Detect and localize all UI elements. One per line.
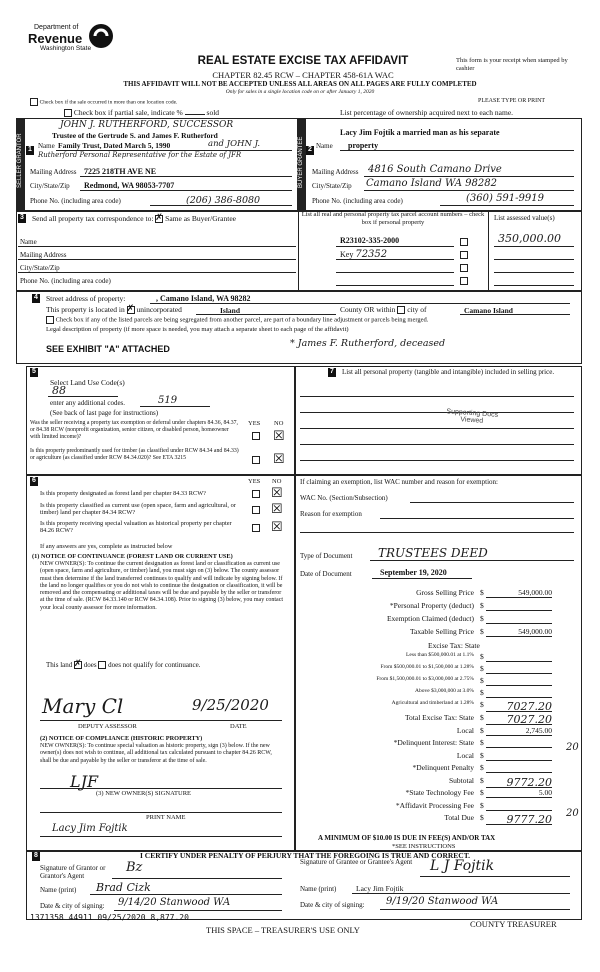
buyer-side-label: BUYER GRANTEE bbox=[298, 136, 304, 188]
margin-note-2: 20 bbox=[566, 808, 579, 819]
buyer-mailing-label: Mailing Address bbox=[312, 168, 359, 176]
total-dollar-sign: $ bbox=[480, 763, 484, 772]
tax-label: From $1,500,000.01 to $3,000,000 at 2.75% bbox=[376, 676, 474, 682]
buyer-name-label: Name bbox=[316, 142, 333, 150]
notice1-title: (1) NOTICE OF CONTINUANCE (FOREST LAND OR CURRENT USE) bbox=[32, 553, 233, 560]
does-label: does bbox=[83, 661, 97, 669]
grantee-date-label: Date & city of signing: bbox=[300, 901, 365, 909]
calc-label: Exemption Claimed (deduct) bbox=[386, 614, 474, 623]
additional-label: enter any additional codes. bbox=[50, 399, 126, 407]
total-dollar-sign: $ bbox=[480, 750, 484, 760]
wac-line bbox=[410, 502, 574, 503]
check-mark-icon: ✗ bbox=[74, 658, 82, 669]
notice2-title: (2) NOTICE OF COMPLIANCE (HISTORIC PROPERTY) bbox=[40, 735, 203, 742]
receipt-note: This form is your receipt when stamped by cashier bbox=[456, 57, 568, 72]
buyer-mailing-line bbox=[364, 176, 574, 177]
partial-sale-label: Check box if partial sale, indicate % bbox=[73, 108, 183, 117]
this-land-row bbox=[46, 658, 201, 669]
partial-sale-checkbox[interactable] bbox=[64, 109, 72, 117]
calc-label: *Personal Property (deduct) bbox=[389, 601, 474, 610]
segregated-checkbox[interactable] bbox=[46, 316, 54, 324]
grantee-sig-label: Signature of Grantee or Grantee's Agent bbox=[300, 858, 413, 866]
city-of-checkbox[interactable] bbox=[397, 306, 405, 314]
land-use-code[interactable]: 88 bbox=[52, 384, 66, 397]
new-owner-signature: LJF bbox=[70, 772, 99, 791]
calc-label: Taxable Selling Price bbox=[409, 627, 474, 636]
s5-q1-no-checkbox[interactable]: ☒ bbox=[273, 428, 285, 443]
calc-dollar-sign: $ bbox=[480, 601, 484, 610]
s6-q1-no-checkbox[interactable]: ☒ bbox=[271, 485, 283, 500]
does-not-checkbox[interactable] bbox=[98, 661, 106, 669]
list-percentage: List percentage of ownership acquired next to each name. bbox=[340, 108, 514, 117]
logo-line2: Revenue bbox=[28, 31, 83, 46]
same-as-label: Same as Buyer/Grantee bbox=[165, 214, 236, 223]
seller-name-hand3: Rutherford Personal Representative for the Estate of JFR bbox=[38, 151, 242, 159]
total-label: Local bbox=[456, 725, 474, 735]
assessed-line-2 bbox=[494, 259, 574, 260]
legal-label: Legal description of property (if more space is needed, you may attach a separate sheet to each page of the affidavit) bbox=[46, 326, 349, 333]
notice3-label: (3) NEW OWNER(S) SIGNATURE bbox=[96, 790, 192, 797]
buyer-city-line bbox=[364, 190, 574, 191]
owner-print-name[interactable]: Lacy Jim Fojtik bbox=[52, 823, 128, 834]
parcel-line-3 bbox=[336, 272, 454, 273]
multi-location-row bbox=[30, 98, 177, 106]
doc-date-line bbox=[372, 578, 472, 579]
notice1-body: NEW OWNER(S): To continue the current designation as forest land or classification as current use (open space, farm and agriculture, or timber) land, you must sign on (3) below. The county assessor must then determine if the land transferred continues to qualify and will indicate by signing below. If the land no longer qualifies or you do not wish to continue the designation or classification, it will be removed and the compensating or additional taxes will be due and payable by the seller or transferor at the time of sale. (RCW 84.33.140 or RCW 84.34.108). Prior to signing (3) below, you may contact your local county assessor for more information. bbox=[40, 561, 284, 611]
island-value: Island bbox=[220, 306, 241, 315]
buyer-name-typed1: Lacy Jim Fojtik a married man as his separate bbox=[340, 128, 500, 137]
street-label: Street address of property: bbox=[46, 294, 126, 303]
assessed-value-1[interactable]: 350,000.00 bbox=[498, 232, 561, 245]
buyer-mailing-value[interactable]: 4816 South Camano Drive bbox=[368, 164, 502, 175]
s6-q3: Is this property receiving special valuation as historical property per chapter 84.26 RCW? bbox=[40, 520, 232, 534]
wac-label: WAC No. (Section/Subsection) bbox=[300, 494, 388, 502]
tax-label: Above $3,000,000 at 3.0% bbox=[415, 688, 474, 694]
tax-dollar-sign: $ bbox=[480, 700, 484, 709]
grantor-date-label: Date & city of signing: bbox=[40, 902, 105, 910]
section-1-number: 1 bbox=[26, 146, 34, 155]
seller-name-typed2: Family Trust, Dated March 5, 1990 bbox=[58, 141, 171, 150]
s3-city-line bbox=[18, 272, 296, 273]
seller-city-value[interactable]: Redmond, WA 98053-7707 bbox=[84, 181, 175, 190]
s6-q2-no-checkbox[interactable]: ☒ bbox=[271, 501, 283, 516]
city-of-label: city of bbox=[407, 305, 427, 314]
tax-value[interactable]: 7027.20 bbox=[486, 700, 552, 712]
calc-value[interactable] bbox=[486, 601, 552, 611]
grantee-name-label: Name (print) bbox=[300, 885, 337, 893]
partial-sale-row bbox=[64, 108, 219, 117]
seller-phone-label: Phone No. (including area code) bbox=[30, 197, 121, 205]
grantee-signature: L J Fojtik bbox=[430, 858, 495, 874]
only-for-line: Only for sales in a single location code on or after January 1, 2020 bbox=[225, 89, 375, 95]
deputy-label: DEPUTY ASSESSOR bbox=[78, 723, 137, 730]
total-label: Subtotal bbox=[448, 775, 474, 785]
grantor-signature: Bz bbox=[126, 860, 143, 875]
s6-no-label: NO bbox=[272, 478, 282, 485]
doc-date-label: Date of Document bbox=[300, 570, 352, 578]
chapter-line: CHAPTER 82.45 RCW – CHAPTER 458-61A WAC bbox=[212, 70, 394, 80]
seller-mailing-line bbox=[80, 176, 292, 177]
does-checkbox[interactable] bbox=[74, 658, 82, 669]
seller-mailing-label: Mailing Address bbox=[30, 168, 77, 176]
located-row bbox=[46, 305, 182, 314]
tax-value[interactable] bbox=[486, 664, 552, 674]
seller-phone-line bbox=[150, 205, 292, 206]
parcel-1-personal-checkbox[interactable] bbox=[460, 238, 468, 246]
personal-line-2 bbox=[300, 412, 574, 413]
total-dollar-sign: $ bbox=[480, 738, 484, 747]
located-in-label: This property is located in bbox=[46, 305, 125, 314]
s5-q2-no-checkbox[interactable]: ☒ bbox=[273, 451, 285, 466]
calc-value[interactable]: 549,000.00 bbox=[486, 588, 552, 598]
s5-q2: Is this property predominantly used for timber (as classified under RCW 84.34 and 84.33) or agriculture (as classified under RCW 84.34.020)? See ETA 3215 bbox=[30, 448, 239, 461]
list-personal-label: List all personal property (tangible and intangible) included in selling price. bbox=[342, 368, 555, 376]
parcel-col-divider bbox=[488, 210, 489, 290]
reason-line-2 bbox=[300, 532, 574, 533]
doc-type-label: Type of Document bbox=[300, 552, 353, 560]
s5-yes-label: YES bbox=[248, 420, 261, 427]
tax-label: From $500,000.01 to $1,500,000 at 1.28% bbox=[380, 664, 474, 670]
same-as-buyer-checkbox[interactable] bbox=[155, 212, 163, 223]
section-8-number: 8 bbox=[32, 852, 40, 861]
total-value[interactable]: 7027.20 bbox=[486, 713, 552, 725]
s3-name-line bbox=[18, 246, 296, 247]
calc-dollar-sign: $ bbox=[480, 588, 484, 597]
tax-label: Less than $500,000.01 at 1.1% bbox=[406, 652, 474, 658]
parcel-2-prefix: Key bbox=[340, 250, 354, 259]
parcel-header: List all real and personal property tax parcel account numbers – check box if personal property bbox=[301, 211, 485, 226]
margin-note-1: 20 bbox=[566, 742, 579, 753]
s6-q2-yes-checkbox[interactable] bbox=[252, 506, 260, 514]
tax-label: Agricultural and timberland at 1.28% bbox=[391, 700, 474, 706]
reason-label: Reason for exemption bbox=[300, 510, 362, 518]
grantee-sig-line bbox=[420, 876, 570, 877]
see-instructions: *SEE INSTRUCTIONS bbox=[392, 843, 456, 850]
assessed-line-4 bbox=[494, 285, 574, 286]
s5-q2-yes-checkbox[interactable] bbox=[252, 456, 260, 464]
parcel-2[interactable]: 72352 bbox=[355, 249, 388, 260]
calc-value[interactable]: 549,000.00 bbox=[486, 627, 552, 637]
calc-label: Gross Selling Price bbox=[416, 588, 474, 597]
grantor-date-city[interactable]: 9/14/20 Stanwood WA bbox=[118, 897, 231, 908]
total-value[interactable]: 9772.20 bbox=[486, 776, 552, 788]
total-dollar-sign: $ bbox=[480, 788, 484, 797]
doc-type-line bbox=[370, 560, 574, 561]
multi-location-label: Check box if the sale occurred in more than one location code. bbox=[39, 99, 178, 106]
total-label: *Affidavit Processing Fee bbox=[395, 800, 474, 810]
grantor-name[interactable]: Brad Cizk bbox=[96, 881, 151, 894]
camano-value: Camano Island bbox=[464, 306, 513, 315]
section-6-number: 6 bbox=[30, 477, 38, 486]
tax-header: Excise Tax: State bbox=[428, 641, 480, 650]
total-value[interactable] bbox=[486, 738, 552, 748]
county-row bbox=[340, 305, 427, 314]
unincorporated-checkbox[interactable] bbox=[126, 303, 135, 314]
tax-value[interactable] bbox=[486, 688, 552, 698]
exhibit-label: SEE EXHIBIT "A" ATTACHED bbox=[46, 344, 170, 354]
s5-q1-yes-checkbox[interactable] bbox=[252, 432, 260, 440]
city-line bbox=[460, 314, 570, 315]
doc-type-value[interactable]: TRUSTEES DEED bbox=[378, 546, 488, 560]
parcel-line-2 bbox=[336, 259, 454, 260]
certify-label: I CERTIFY UNDER PENALTY OF PERJURY THAT THE FOREGOING IS TRUE AND CORRECT. bbox=[140, 851, 471, 860]
seller-mailing-value[interactable]: 7225 218TH AVE NE bbox=[84, 167, 157, 176]
buyer-name-typed2: property bbox=[348, 141, 379, 150]
seller-name-label: Name bbox=[38, 142, 55, 150]
check-mark-icon: ✗ bbox=[126, 303, 135, 314]
partial-sale-percent-field[interactable] bbox=[185, 114, 205, 115]
total-value[interactable]: 5.00 bbox=[486, 788, 552, 798]
unincorporated-label: unincorporated bbox=[136, 305, 182, 314]
date-label: DATE bbox=[230, 723, 247, 730]
total-label: Local bbox=[456, 750, 474, 760]
personal-line-3 bbox=[300, 428, 574, 429]
buyer-city-value[interactable]: Camano Island WA 98282 bbox=[366, 178, 497, 189]
s6-q1: Is this property designated as forest land per chapter 84.33 RCW? bbox=[40, 490, 206, 497]
buyer-name-line bbox=[340, 150, 574, 151]
section-3-number: 3 bbox=[18, 214, 26, 223]
assessor-signature: Mary Cl bbox=[42, 694, 124, 718]
section-5-number: 5 bbox=[30, 368, 38, 377]
check-mark-icon: ✗ bbox=[155, 212, 163, 223]
total-dollar-sign: $ bbox=[480, 813, 484, 822]
owner-sig-line bbox=[40, 788, 282, 789]
buyer-city-label: City/State/Zip bbox=[312, 182, 352, 190]
parcel-1[interactable]: R23102-335-2000 bbox=[340, 236, 400, 245]
land-use-label: Select Land Use Code(s) bbox=[50, 378, 125, 387]
s6-q3-no-checkbox[interactable]: ☒ bbox=[271, 519, 283, 534]
seller-side-label: SELLER GRANTOR bbox=[17, 133, 23, 188]
land-use-line bbox=[48, 396, 118, 397]
logo-line3: Washington State bbox=[40, 45, 92, 52]
total-label: Total Due bbox=[444, 813, 474, 822]
seller-name-hand1: JOHN J. RUTHERFORD, SUCCESSOR bbox=[60, 120, 234, 130]
county-treasurer: COUNTY TREASURER bbox=[470, 919, 557, 929]
buyer-phone-label: Phone No. (including area code) bbox=[312, 197, 403, 205]
print-name-label: PRINT NAME bbox=[146, 814, 186, 821]
parcel-3-personal-checkbox[interactable] bbox=[460, 264, 468, 272]
s6-q2: Is this property classified as current use (open space, farm and agricultural, or timber) land per chapter 84.34 RCW? bbox=[40, 502, 236, 516]
s3-city-label: City/State/Zip bbox=[20, 264, 60, 272]
s3-name-label: Name bbox=[20, 238, 37, 246]
if-yes-label: If any answers are yes, complete as instructed below bbox=[40, 543, 173, 550]
supporting-docs-stamp: Supporting Docs Viewed bbox=[446, 408, 499, 425]
s3-phone-label: Phone No. (including area code) bbox=[20, 277, 111, 285]
total-value[interactable] bbox=[486, 763, 552, 773]
section-2-number: 2 bbox=[306, 146, 314, 155]
s6-yes-label: YES bbox=[248, 478, 261, 485]
section-4-number: 4 bbox=[32, 294, 40, 303]
total-dollar-sign: $ bbox=[480, 775, 484, 785]
segregated-row bbox=[46, 316, 428, 324]
form-title: REAL ESTATE EXCISE TAX AFFIDAVIT bbox=[197, 55, 409, 67]
s6-q1-yes-checkbox[interactable] bbox=[252, 490, 260, 498]
street-line bbox=[150, 303, 570, 304]
tax-dollar-sign: $ bbox=[480, 664, 484, 673]
tax-dollar-sign: $ bbox=[480, 652, 484, 661]
seller-name-hand2: and JOHN J. bbox=[208, 139, 261, 149]
grantee-date-city[interactable]: 9/19/20 Stanwood WA bbox=[386, 896, 499, 907]
additional-code[interactable]: 519 bbox=[158, 395, 178, 406]
total-value[interactable] bbox=[486, 751, 552, 761]
tax-value[interactable] bbox=[486, 652, 552, 662]
segregated-label: Check box if any of the listed parcels are being segregated from another parcel, are part of a boundary line adjustment or parcels being merged. bbox=[55, 316, 429, 324]
s5-q1: Was the seller receiving a property tax exemption or deferral under chapters 84.36, 84.37, or 84.38 RCW (nonprofit organization, senior citizen, or disabled person, homeowner with limited income)? bbox=[30, 420, 238, 440]
total-value[interactable]: 2,745.00 bbox=[486, 726, 552, 736]
total-dollar-sign: $ bbox=[480, 800, 484, 810]
logo-line1: Department of bbox=[34, 24, 79, 31]
grantor-sig-line bbox=[112, 878, 282, 879]
personal-line-4 bbox=[300, 444, 574, 445]
section-3-divider bbox=[298, 210, 299, 290]
total-label: *Delinquent Penalty bbox=[412, 763, 474, 772]
seller-name-typed1: Trustee of the Gertrude S. and James F. Rutherford bbox=[52, 131, 218, 140]
grantee-date-line bbox=[380, 909, 570, 910]
s6-q3-yes-checkbox[interactable] bbox=[252, 524, 260, 532]
total-dollar-sign: $ bbox=[480, 713, 484, 722]
parcel-line-1 bbox=[336, 246, 454, 247]
total-value[interactable]: 9777.20 bbox=[486, 813, 552, 825]
grantor-name-label: Name (print) bbox=[40, 886, 77, 894]
multi-location-checkbox[interactable] bbox=[30, 98, 38, 106]
total-label: *State Technology Fee bbox=[405, 788, 474, 797]
additional-line bbox=[140, 406, 210, 407]
warning-line: THIS AFFIDAVIT WILL NOT BE ACCEPTED UNLESS ALL AREAS ON ALL PAGES ARE FULLY COMPLETED bbox=[123, 80, 477, 88]
sold-label: sold bbox=[206, 108, 220, 117]
grantee-name[interactable]: Lacy Jim Fojtik bbox=[356, 884, 404, 893]
total-label: Total Excise Tax: State bbox=[404, 713, 474, 722]
tax-value[interactable] bbox=[486, 676, 552, 686]
reason-line-1 bbox=[380, 518, 574, 519]
doc-date-value[interactable]: September 19, 2020 bbox=[380, 568, 447, 577]
seller-city-label: City/State/Zip bbox=[30, 182, 70, 190]
assessor-line bbox=[40, 720, 282, 721]
notice2-body: NEW OWNER(S): To continue special valuation as historic property, sign (3) below. If the new owner(s) does not wish to continue, all additional tax calculated pursuant to chapter 84.26 RCW, shall be due and payable by the seller or transferor at the time of sale. bbox=[40, 743, 272, 764]
seller-phone-value[interactable]: (206) 386-8080 bbox=[186, 195, 261, 206]
deceased-note: * James F. Rutherford, deceased bbox=[290, 338, 446, 349]
total-dollar-sign: $ bbox=[480, 725, 484, 735]
calc-dollar-sign: $ bbox=[480, 627, 484, 636]
personal-line-5 bbox=[300, 460, 574, 461]
treasurer-only: THIS SPACE – TREASURER'S USE ONLY bbox=[206, 925, 360, 935]
buyer-phone-line bbox=[440, 205, 574, 206]
this-land-label: This land bbox=[46, 661, 73, 669]
total-value[interactable] bbox=[486, 801, 552, 811]
owner-print-line bbox=[40, 836, 282, 837]
calc-value[interactable] bbox=[486, 614, 552, 624]
assessed-line-3 bbox=[494, 272, 574, 273]
print-name-line bbox=[40, 812, 282, 813]
send-all-label: Send all property tax correspondence to: bbox=[32, 214, 154, 223]
buyer-phone-value[interactable]: (360) 591-9919 bbox=[466, 193, 544, 204]
county-line bbox=[196, 314, 336, 315]
s3-mailing-line bbox=[18, 259, 296, 260]
seller-city-line bbox=[80, 190, 292, 191]
calc-dollar-sign: $ bbox=[480, 614, 484, 623]
county-or-label: County OR within bbox=[340, 305, 396, 314]
s3-mailing-label: Mailing Address bbox=[20, 251, 67, 259]
see-back-label: (See back of last page for instructions) bbox=[50, 409, 159, 417]
s5-no-label: NO bbox=[274, 420, 284, 427]
total-label: *Delinquent Interest: State bbox=[393, 738, 474, 747]
recording-stamp: 1371358 44911 09/25/2020 8,877.20 bbox=[30, 913, 189, 922]
minimum-label: A MINIMUM OF $10.00 IS DUE IN FEE(S) AND/OR TAX bbox=[318, 834, 496, 842]
parcel-2-personal-checkbox[interactable] bbox=[460, 251, 468, 259]
parcel-line-4 bbox=[336, 285, 454, 286]
dor-logo bbox=[28, 22, 118, 60]
assessed-line-1 bbox=[494, 246, 574, 247]
parcel-4-personal-checkbox[interactable] bbox=[460, 277, 468, 285]
send-all-row bbox=[32, 214, 236, 223]
tax-dollar-sign: $ bbox=[480, 676, 484, 685]
grantee-name-line bbox=[352, 893, 570, 894]
does-not-label: does not qualify for continuance. bbox=[108, 661, 201, 669]
grantor-date-line bbox=[114, 910, 282, 911]
grantor-sig-label: Signature of Grantor or Grantor's Agent bbox=[40, 864, 106, 880]
assessed-header: List assessed value(s) bbox=[494, 214, 555, 222]
section-7-number: 7 bbox=[328, 368, 336, 377]
street-value[interactable]: , Camano Island, WA 98282 bbox=[156, 294, 251, 303]
type-or-print: PLEASE TYPE OR PRINT bbox=[478, 98, 546, 104]
assessor-date: 9/25/2020 bbox=[192, 696, 269, 714]
exemption-claim-label: If claiming an exemption, list WAC number and reason for exemption: bbox=[300, 478, 498, 486]
personal-line-1 bbox=[300, 396, 574, 397]
tax-dollar-sign: $ bbox=[480, 688, 484, 697]
grantor-name-line bbox=[90, 894, 282, 895]
